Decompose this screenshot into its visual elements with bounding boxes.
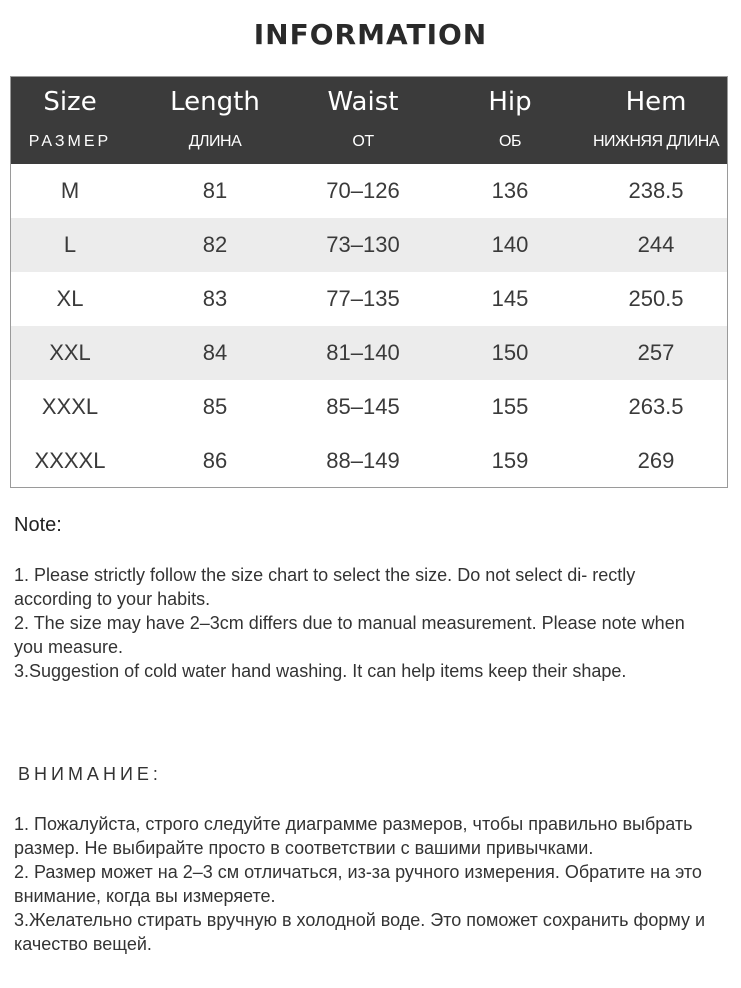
size-table [10, 76, 728, 488]
cell-length: 86 [202, 448, 228, 473]
cell-hip: 145 [491, 286, 529, 311]
header-sublabel: ОТ [352, 133, 374, 150]
table-row [11, 218, 727, 272]
cell-waist: 81–140 [326, 340, 400, 365]
cell-length: 81 [202, 178, 228, 203]
cell-hip: 155 [491, 394, 529, 419]
cell-hem: 250.5 [628, 286, 684, 311]
header-hip [451, 77, 569, 164]
cell-size: XXL [49, 340, 91, 365]
cell-waist: 77–135 [326, 286, 400, 311]
header-label: Size [43, 87, 97, 117]
cell-waist: 88–149 [326, 448, 400, 473]
note-ru-item: 2. Размер может на 2–3 см отличаться, из-за ручного измерения. Обратите на это внимание, когда вы измеряете. [14, 862, 702, 906]
header-label: Hem [625, 87, 687, 117]
cell-hem: 263.5 [628, 394, 684, 419]
cell-hem: 238.5 [628, 178, 684, 203]
cell-length: 85 [202, 394, 228, 419]
cell-length: 82 [202, 232, 228, 257]
note-ru-list [14, 812, 714, 956]
note-ru-item: 1. Пожалуйста, строго следуйте диаграмме размеров, чтобы правильно выбрать размер. Не выбирайте просто в соответствии с вашими привычками. [14, 814, 693, 858]
cell-waist: 85–145 [326, 394, 400, 419]
header-waist [301, 77, 425, 164]
cell-waist: 70–126 [326, 178, 400, 203]
cell-size: XL [56, 286, 84, 311]
note-ru-heading: ВНИМАНИЕ: [18, 764, 162, 784]
note-heading: Note: [14, 514, 62, 536]
header-sublabel: ОБ [499, 133, 521, 150]
header-label: Length [170, 87, 260, 117]
cell-hem: 257 [637, 340, 675, 365]
cell-length: 83 [202, 286, 228, 311]
cell-hip: 150 [491, 340, 529, 365]
cell-length: 84 [202, 340, 228, 365]
table-row [11, 434, 727, 488]
header-sublabel: НИЖНЯЯ ДЛИНА [593, 133, 719, 150]
cell-size: XXXXL [34, 448, 106, 473]
note-item: 3.Suggestion of cold water hand washing. It can help items keep their shape. [14, 661, 627, 681]
page-title: INFORMATION [253, 18, 488, 51]
cell-hem: 269 [637, 448, 675, 473]
cell-size: L [63, 232, 77, 257]
header-sublabel: ДЛИНА [188, 133, 242, 150]
header-label: Waist [327, 87, 399, 117]
table-header [11, 77, 727, 164]
note-list [14, 563, 714, 683]
note-ru-item: 3.Желательно стирать вручную в холодной воде. Это поможет сохранить форму и качество вещей. [14, 910, 706, 954]
table-row [11, 164, 727, 218]
table-row [11, 326, 727, 380]
cell-size: XXXL [41, 394, 99, 419]
cell-hip: 159 [491, 448, 529, 473]
header-sublabel: РАЗМЕР [28, 133, 112, 150]
header-hem [581, 77, 731, 164]
cell-hip: 140 [491, 232, 529, 257]
cell-size: M [60, 178, 80, 203]
table-row [11, 272, 727, 326]
note-item: 2. The size may have 2–3cm differs due to manual measurement. Please note when you measure. [14, 613, 685, 657]
header-size [11, 77, 129, 164]
cell-hem: 244 [637, 232, 675, 257]
note-item: 1. Please strictly follow the size chart to select the size. Do not select di- rectly according to your habits. [14, 565, 636, 609]
cell-hip: 136 [491, 178, 529, 203]
table-row [11, 380, 727, 434]
header-length [151, 77, 279, 164]
cell-waist: 73–130 [326, 232, 400, 257]
header-label: Hip [488, 87, 532, 117]
